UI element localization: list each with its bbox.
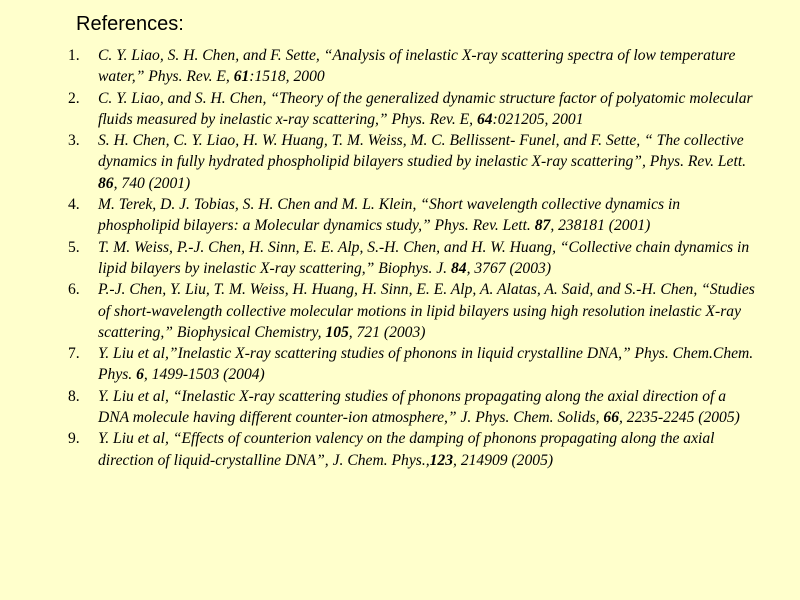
reference-number: 8. xyxy=(68,387,80,405)
reference-number: 2. xyxy=(68,89,80,107)
reference-item xyxy=(0,237,800,280)
reference-item xyxy=(0,130,800,194)
reference-item xyxy=(0,386,800,429)
reference-number: 6. xyxy=(68,281,80,299)
reference-text: Y. Liu et al, “Effects of counterion valency on the damping of phonons propagating along the axial direction of liquid-crystalline DNA”, J. Chem. Phys.,123, 214909 (2005) xyxy=(98,430,715,469)
reference-text: Y. Liu et al,”Inelastic X-ray scattering studies of phonons in liquid crystalline DNA,” Phys. Chem.Chem. Phys. 6, 1499-1503 (2004) xyxy=(98,345,754,384)
reference-item xyxy=(0,45,800,88)
reference-text: S. H. Chen, C. Y. Liao, H. W. Huang, T. M. Weiss, M. C. Bellissent- Funel, and F. Sette, “ The collective dynamics in fully hydrated phospholipid bilayers studied by inelastic X-ray scattering”, Phys. Rev. Lett. 86, 740 (2001) xyxy=(98,132,747,192)
reference-item xyxy=(0,194,800,237)
slide-title: References: xyxy=(76,13,184,35)
reference-item xyxy=(0,88,800,131)
reference-number: 4. xyxy=(68,196,80,214)
reference-text: C. Y. Liao, S. H. Chen, and F. Sette, “Analysis of inelastic X-ray scattering spectra of low temperature water,” Phys. Rev. E, 61:1518, 2000 xyxy=(98,47,736,86)
reference-list xyxy=(0,45,800,471)
reference-text: M. Terek, D. J. Tobias, S. H. Chen and M. L. Klein, “Short wavelength collective dynamics in phospholipid bilayers: a Molecular dynamics study,” Phys. Rev. Lett. 87, 238181 (2001) xyxy=(98,196,681,235)
reference-number: 1. xyxy=(68,47,80,64)
reference-text: T. M. Weiss, P.-J. Chen, H. Sinn, E. E. Alp, S.-H. Chen, and H. W. Huang, “Collective chain dynamics in lipid bilayers by inelastic X-ray scattering,” Biophys. J. 84, 3767 (2003) xyxy=(98,238,750,277)
reference-number: 7. xyxy=(68,345,80,363)
reference-item xyxy=(0,279,800,343)
reference-number: 3. xyxy=(68,132,80,150)
reference-number: 9. xyxy=(68,430,80,448)
reference-text: P.-J. Chen, Y. Liu, T. M. Weiss, H. Huang, H. Sinn, E. E. Alp, A. Alatas, A. Said, and S.-H. Chen, “Studies of short-wavelength collective molecular motions in lipid bilayers using high resolution inelastic X-ray scattering,” Biophysical Chemistry, 105, 721 (2003) xyxy=(98,281,755,341)
reference-text: Y. Liu et al, “Inelastic X-ray scattering studies of phonons propagating along the axial direction of a DNA molecule having different counter-ion atmosphere,” J. Phys. Chem. Solids, 66, 2235-2245 (2005) xyxy=(98,387,740,427)
reference-number: 5. xyxy=(68,238,80,256)
reference-text: C. Y. Liao, and S. H. Chen, “Theory of the generalized dynamic structure factor of polyatomic molecular fluids measured by inelastic x-ray scattering,” Phys. Rev. E, 64:021205, 2001 xyxy=(98,89,753,128)
reference-item xyxy=(0,428,800,471)
reference-item xyxy=(0,343,800,386)
